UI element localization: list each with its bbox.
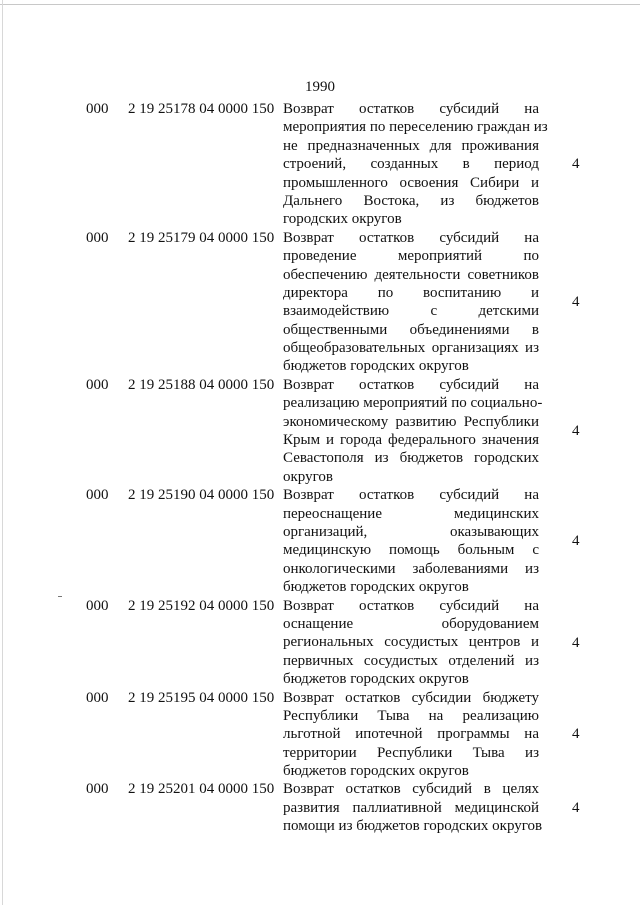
amount-value: 4 [572,533,580,550]
description-line: бюджетов городских округов [283,671,469,688]
description-line: Республики Тыва на реализацию [283,707,539,724]
description-line: региональных сосудистых центров и [283,634,539,651]
entry-description [283,780,543,835]
entry-description [283,100,548,229]
entry-description [283,229,539,376]
admin-code: 000 [86,597,109,614]
description-line: Крым и города федерального значения [283,432,539,449]
description-line: взаимодействию с детскими [283,303,539,320]
table-row [0,229,640,376]
admin-code: 000 [86,376,109,393]
amount-value: 4 [572,634,580,651]
entry-description [283,486,539,596]
description-line: экономическому развитию Республики [283,413,539,430]
description-line: бюджетов городских округов [283,763,469,780]
description-line: не предназначенных для проживания [283,137,539,154]
description-line: организаций, оказывающих [283,523,539,540]
description-line: развития паллиативной медицинской [283,799,539,816]
description-line: Возврат остатков субсидий на [283,487,539,504]
budget-code-table [0,100,640,836]
budget-classification-code: 2 19 25178 04 0000 150 [128,101,275,117]
budget-classification-code: 2 19 25188 04 0000 150 [128,376,275,393]
admin-code: 000 [86,229,109,246]
description-line: Севастополя из бюджетов городских [283,450,539,467]
description-line: бюджетов городских округов [283,579,469,596]
amount-value: 4 [572,423,580,440]
description-line: округов [283,468,333,485]
admin-code: 000 [86,689,109,706]
description-line: мероприятия по переселению граждан из [283,119,548,136]
description-line: Возврат остатков субсидий в целях [283,781,539,798]
description-line: онкологическими заболеваниями из [283,560,539,577]
amount-value: 4 [572,800,580,817]
description-line: Возврат остатков субсидий на [283,376,539,393]
entry-description [283,689,539,781]
admin-code: 000 [86,487,109,504]
description-line: бюджетов городских округов [283,358,469,375]
description-line: реализацию мероприятий по социально- [283,395,543,412]
scan-edge-top [0,4,640,5]
description-line: проведение мероприятий по [283,248,539,265]
amount-value: 4 [572,726,580,743]
description-line: льготной ипотечной программы на [283,726,539,743]
budget-classification-code: 2 19 25201 04 0000 150 [128,781,275,798]
description-line: Возврат остатков субсидий на [283,229,539,246]
description-line: строений, созданных в период [283,156,539,173]
description-line: общественными объединениями в [283,321,539,338]
description-line: Дальнего Востока, из бюджетов [283,192,539,209]
budget-classification-code: 2 19 25192 04 0000 150 [128,597,275,614]
description-line: переоснащение медицинских [283,505,539,522]
entry-description [283,376,543,486]
description-line: помощи из бюджетов городских округов [283,818,543,835]
description-line: оснащение оборудованием [283,615,539,632]
description-line: общеобразовательных организациях из [283,340,539,357]
description-line: директора по воспитанию и [283,284,539,301]
page-number: 1990 [305,79,335,95]
table-row [0,780,640,835]
admin-code: 000 [86,101,109,117]
description-line: Возврат остатков субсидий на [283,597,539,614]
budget-classification-code: 2 19 25195 04 0000 150 [128,689,275,706]
description-line: городских округов [283,211,402,228]
budget-classification-code: 2 19 25179 04 0000 150 [128,229,275,246]
description-line: территории Республики Тыва из [283,744,539,761]
description-line: медицинскую помощь больным с [283,542,539,559]
budget-classification-code: 2 19 25190 04 0000 150 [128,487,275,504]
admin-code: 000 [86,781,109,798]
table-row [0,689,640,781]
table-row [0,486,640,596]
description-line: промышленного освоения Сибири и [283,174,539,191]
description-line: обеспечению деятельности советников [283,266,539,283]
description-line: Возврат остатков субсидий на [283,101,539,117]
entry-description [283,597,539,689]
description-line: Возврат остатков субсидии бюджету [283,689,539,706]
description-line: первичных сосудистых отделений из [283,652,539,669]
amount-value: 4 [572,156,580,173]
table-row [0,376,640,486]
table-row [0,597,640,689]
table-row [0,100,640,229]
amount-value: 4 [572,294,580,311]
